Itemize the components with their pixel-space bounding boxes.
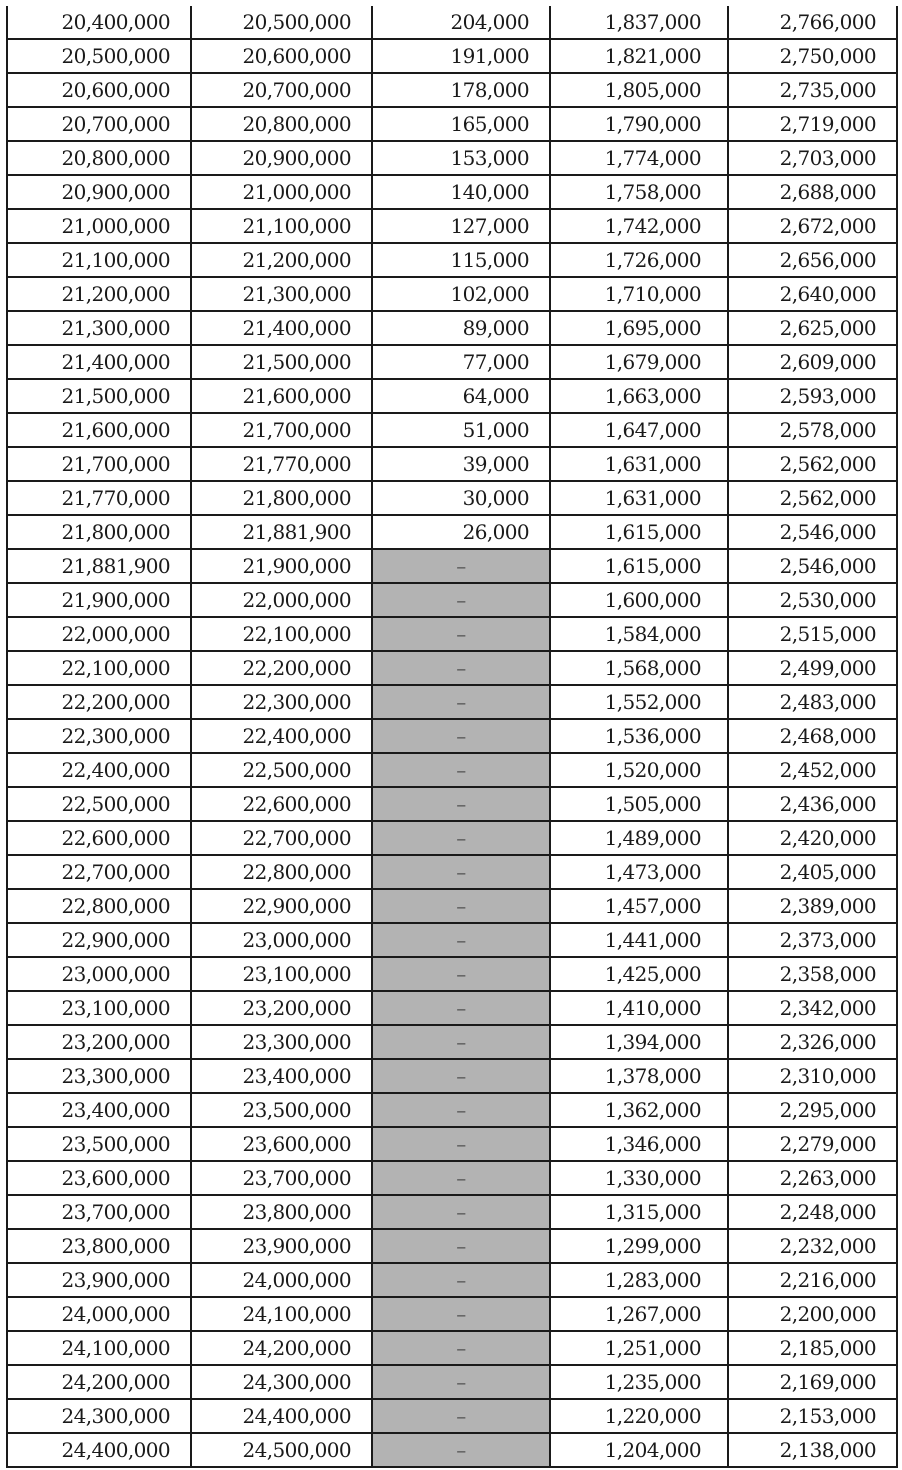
cell-col3-empty: – <box>372 549 550 583</box>
cell-range-to: 23,600,000 <box>191 1127 372 1161</box>
cell-range-to: 23,700,000 <box>191 1161 372 1195</box>
cell-col3-empty: – <box>372 1331 550 1365</box>
cell-range-to: 24,300,000 <box>191 1365 372 1399</box>
cell-range-from: 24,200,000 <box>7 1365 191 1399</box>
cell-range-to: 23,400,000 <box>191 1059 372 1093</box>
table-row <box>7 1399 897 1433</box>
cell-col5: 2,703,000 <box>728 141 897 175</box>
cell-col3-empty: – <box>372 1433 550 1467</box>
table-row <box>7 685 897 719</box>
cell-col5: 2,562,000 <box>728 481 897 515</box>
cell-col5: 2,342,000 <box>728 991 897 1025</box>
cell-col3-empty: – <box>372 1263 550 1297</box>
cell-range-from: 21,600,000 <box>7 413 191 447</box>
cell-range-to: 21,600,000 <box>191 379 372 413</box>
cell-range-from: 22,600,000 <box>7 821 191 855</box>
cell-range-to: 21,400,000 <box>191 311 372 345</box>
cell-col4: 1,774,000 <box>550 141 728 175</box>
cell-col4: 1,378,000 <box>550 1059 728 1093</box>
table-row <box>7 787 897 821</box>
table-row <box>7 1297 897 1331</box>
cell-col4: 1,330,000 <box>550 1161 728 1195</box>
cell-col3: 89,000 <box>372 311 550 345</box>
cell-col5: 2,640,000 <box>728 277 897 311</box>
cell-col5: 2,735,000 <box>728 73 897 107</box>
cell-col3-empty: – <box>372 685 550 719</box>
table-row <box>7 73 897 107</box>
cell-col3-empty: – <box>372 1365 550 1399</box>
cell-col5: 2,468,000 <box>728 719 897 753</box>
cell-range-from: 21,200,000 <box>7 277 191 311</box>
cell-col4: 1,631,000 <box>550 447 728 481</box>
cell-col5: 2,530,000 <box>728 583 897 617</box>
cell-col3: 64,000 <box>372 379 550 413</box>
cell-col4: 1,726,000 <box>550 243 728 277</box>
cell-range-to: 21,300,000 <box>191 277 372 311</box>
cell-range-from: 21,100,000 <box>7 243 191 277</box>
cell-range-from: 21,000,000 <box>7 209 191 243</box>
cell-col4: 1,394,000 <box>550 1025 728 1059</box>
table-row <box>7 107 897 141</box>
table-row <box>7 277 897 311</box>
table-row <box>7 1025 897 1059</box>
cell-col3-empty: – <box>372 889 550 923</box>
cell-col5: 2,452,000 <box>728 753 897 787</box>
cell-range-to: 21,900,000 <box>191 549 372 583</box>
cell-col5: 2,185,000 <box>728 1331 897 1365</box>
table-row <box>7 1161 897 1195</box>
table-row <box>7 583 897 617</box>
cell-col5: 2,515,000 <box>728 617 897 651</box>
cell-col4: 1,267,000 <box>550 1297 728 1331</box>
table-row <box>7 617 897 651</box>
cell-col3: 127,000 <box>372 209 550 243</box>
cell-col3: 204,000 <box>372 6 550 39</box>
cell-col3-empty: – <box>372 1127 550 1161</box>
cell-range-from: 24,400,000 <box>7 1433 191 1467</box>
data-table-container <box>6 6 896 1468</box>
cell-col3: 115,000 <box>372 243 550 277</box>
cell-range-from: 23,400,000 <box>7 1093 191 1127</box>
cell-col5: 2,358,000 <box>728 957 897 991</box>
table-row <box>7 379 897 413</box>
cell-range-from: 20,400,000 <box>7 6 191 39</box>
cell-col4: 1,615,000 <box>550 515 728 549</box>
cell-range-from: 23,500,000 <box>7 1127 191 1161</box>
cell-col4: 1,837,000 <box>550 6 728 39</box>
cell-range-to: 23,300,000 <box>191 1025 372 1059</box>
table-row <box>7 923 897 957</box>
cell-col4: 1,790,000 <box>550 107 728 141</box>
cell-range-from: 24,100,000 <box>7 1331 191 1365</box>
cell-col3-empty: – <box>372 719 550 753</box>
cell-col4: 1,315,000 <box>550 1195 728 1229</box>
cell-range-from: 24,300,000 <box>7 1399 191 1433</box>
cell-col3-empty: – <box>372 1229 550 1263</box>
cell-col5: 2,389,000 <box>728 889 897 923</box>
cell-col5: 2,546,000 <box>728 549 897 583</box>
cell-col4: 1,568,000 <box>550 651 728 685</box>
cell-range-from: 22,200,000 <box>7 685 191 719</box>
cell-col4: 1,220,000 <box>550 1399 728 1433</box>
cell-col4: 1,362,000 <box>550 1093 728 1127</box>
cell-col3: 102,000 <box>372 277 550 311</box>
cell-range-to: 21,770,000 <box>191 447 372 481</box>
table-row <box>7 413 897 447</box>
cell-range-from: 23,900,000 <box>7 1263 191 1297</box>
cell-col3-empty: – <box>372 855 550 889</box>
cell-col5: 2,750,000 <box>728 39 897 73</box>
cell-col4: 1,552,000 <box>550 685 728 719</box>
cell-col4: 1,663,000 <box>550 379 728 413</box>
cell-col4: 1,410,000 <box>550 991 728 1025</box>
cell-col5: 2,578,000 <box>728 413 897 447</box>
cell-range-from: 23,700,000 <box>7 1195 191 1229</box>
cell-range-to: 20,900,000 <box>191 141 372 175</box>
cell-col4: 1,710,000 <box>550 277 728 311</box>
cell-col5: 2,609,000 <box>728 345 897 379</box>
cell-col5: 2,373,000 <box>728 923 897 957</box>
cell-range-from: 20,600,000 <box>7 73 191 107</box>
table-row <box>7 1331 897 1365</box>
cell-col5: 2,656,000 <box>728 243 897 277</box>
cell-range-from: 20,800,000 <box>7 141 191 175</box>
table-row <box>7 1229 897 1263</box>
table-row <box>7 1365 897 1399</box>
cell-range-to: 22,300,000 <box>191 685 372 719</box>
table-row <box>7 991 897 1025</box>
cell-col4: 1,742,000 <box>550 209 728 243</box>
cell-col5: 2,138,000 <box>728 1433 897 1467</box>
cell-col4: 1,204,000 <box>550 1433 728 1467</box>
cell-range-from: 21,900,000 <box>7 583 191 617</box>
cell-col5: 2,766,000 <box>728 6 897 39</box>
table-row <box>7 957 897 991</box>
cell-col5: 2,688,000 <box>728 175 897 209</box>
cell-range-to: 20,800,000 <box>191 107 372 141</box>
cell-range-from: 21,500,000 <box>7 379 191 413</box>
cell-col4: 1,805,000 <box>550 73 728 107</box>
cell-col5: 2,279,000 <box>728 1127 897 1161</box>
cell-range-from: 22,300,000 <box>7 719 191 753</box>
cell-col4: 1,425,000 <box>550 957 728 991</box>
cell-range-from: 23,800,000 <box>7 1229 191 1263</box>
cell-range-from: 21,700,000 <box>7 447 191 481</box>
cell-range-to: 23,800,000 <box>191 1195 372 1229</box>
cell-col3: 191,000 <box>372 39 550 73</box>
cell-col4: 1,251,000 <box>550 1331 728 1365</box>
cell-col4: 1,457,000 <box>550 889 728 923</box>
cell-col3: 51,000 <box>372 413 550 447</box>
table-row <box>7 1093 897 1127</box>
cell-range-to: 22,400,000 <box>191 719 372 753</box>
cell-col4: 1,520,000 <box>550 753 728 787</box>
cell-col4: 1,489,000 <box>550 821 728 855</box>
data-table <box>6 6 898 1468</box>
cell-range-to: 22,800,000 <box>191 855 372 889</box>
cell-range-to: 21,881,900 <box>191 515 372 549</box>
cell-col5: 2,295,000 <box>728 1093 897 1127</box>
table-row <box>7 855 897 889</box>
cell-range-from: 24,000,000 <box>7 1297 191 1331</box>
cell-range-from: 23,100,000 <box>7 991 191 1025</box>
cell-range-from: 22,400,000 <box>7 753 191 787</box>
table-row <box>7 1263 897 1297</box>
cell-range-from: 22,500,000 <box>7 787 191 821</box>
cell-col4: 1,600,000 <box>550 583 728 617</box>
cell-col5: 2,326,000 <box>728 1025 897 1059</box>
table-row <box>7 345 897 379</box>
table-row <box>7 447 897 481</box>
cell-col4: 1,695,000 <box>550 311 728 345</box>
cell-range-to: 21,800,000 <box>191 481 372 515</box>
cell-col3-empty: – <box>372 1025 550 1059</box>
cell-col3-empty: – <box>372 1399 550 1433</box>
cell-col3-empty: – <box>372 1059 550 1093</box>
cell-range-to: 22,100,000 <box>191 617 372 651</box>
cell-col5: 2,499,000 <box>728 651 897 685</box>
cell-range-to: 22,200,000 <box>191 651 372 685</box>
cell-range-to: 21,100,000 <box>191 209 372 243</box>
cell-col4: 1,505,000 <box>550 787 728 821</box>
cell-col3-empty: – <box>372 957 550 991</box>
cell-col5: 2,625,000 <box>728 311 897 345</box>
table-row <box>7 209 897 243</box>
cell-range-to: 23,100,000 <box>191 957 372 991</box>
table-row <box>7 1127 897 1161</box>
cell-col4: 1,283,000 <box>550 1263 728 1297</box>
table-row <box>7 889 897 923</box>
cell-range-from: 21,770,000 <box>7 481 191 515</box>
cell-col5: 2,546,000 <box>728 515 897 549</box>
cell-range-to: 21,700,000 <box>191 413 372 447</box>
cell-range-from: 22,700,000 <box>7 855 191 889</box>
cell-col5: 2,310,000 <box>728 1059 897 1093</box>
cell-col5: 2,719,000 <box>728 107 897 141</box>
cell-range-to: 20,600,000 <box>191 39 372 73</box>
cell-range-to: 24,000,000 <box>191 1263 372 1297</box>
cell-range-to: 24,200,000 <box>191 1331 372 1365</box>
cell-range-from: 20,900,000 <box>7 175 191 209</box>
cell-range-from: 22,900,000 <box>7 923 191 957</box>
cell-col4: 1,679,000 <box>550 345 728 379</box>
cell-range-to: 22,900,000 <box>191 889 372 923</box>
table-row <box>7 1433 897 1467</box>
cell-col4: 1,615,000 <box>550 549 728 583</box>
cell-range-from: 21,400,000 <box>7 345 191 379</box>
cell-range-from: 20,700,000 <box>7 107 191 141</box>
table-row <box>7 1059 897 1093</box>
cell-col4: 1,647,000 <box>550 413 728 447</box>
cell-col5: 2,483,000 <box>728 685 897 719</box>
cell-col3: 140,000 <box>372 175 550 209</box>
table-row <box>7 243 897 277</box>
table-row <box>7 515 897 549</box>
cell-range-to: 24,400,000 <box>191 1399 372 1433</box>
table-row <box>7 175 897 209</box>
cell-range-to: 24,500,000 <box>191 1433 372 1467</box>
table-row <box>7 6 897 39</box>
table-row <box>7 1195 897 1229</box>
cell-col3: 39,000 <box>372 447 550 481</box>
cell-range-to: 22,500,000 <box>191 753 372 787</box>
cell-range-from: 21,881,900 <box>7 549 191 583</box>
cell-col3-empty: – <box>372 991 550 1025</box>
table-row <box>7 39 897 73</box>
cell-range-to: 23,500,000 <box>191 1093 372 1127</box>
cell-range-to: 21,000,000 <box>191 175 372 209</box>
table-row <box>7 821 897 855</box>
cell-col3: 26,000 <box>372 515 550 549</box>
cell-range-to: 22,700,000 <box>191 821 372 855</box>
cell-range-to: 20,500,000 <box>191 6 372 39</box>
cell-col4: 1,536,000 <box>550 719 728 753</box>
cell-range-from: 23,000,000 <box>7 957 191 991</box>
cell-col4: 1,299,000 <box>550 1229 728 1263</box>
cell-col5: 2,248,000 <box>728 1195 897 1229</box>
cell-col4: 1,821,000 <box>550 39 728 73</box>
cell-range-from: 23,300,000 <box>7 1059 191 1093</box>
cell-col3-empty: – <box>372 583 550 617</box>
cell-col3-empty: – <box>372 1297 550 1331</box>
cell-col3: 165,000 <box>372 107 550 141</box>
cell-range-from: 21,800,000 <box>7 515 191 549</box>
cell-range-to: 21,200,000 <box>191 243 372 277</box>
cell-col3-empty: – <box>372 617 550 651</box>
cell-col3-empty: – <box>372 1161 550 1195</box>
table-row <box>7 719 897 753</box>
cell-col3: 30,000 <box>372 481 550 515</box>
cell-col3-empty: – <box>372 651 550 685</box>
cell-col3: 77,000 <box>372 345 550 379</box>
cell-range-from: 22,100,000 <box>7 651 191 685</box>
cell-col4: 1,346,000 <box>550 1127 728 1161</box>
cell-col4: 1,758,000 <box>550 175 728 209</box>
cell-range-from: 23,200,000 <box>7 1025 191 1059</box>
table-row <box>7 753 897 787</box>
cell-col3-empty: – <box>372 1093 550 1127</box>
cell-range-to: 20,700,000 <box>191 73 372 107</box>
cell-range-to: 23,900,000 <box>191 1229 372 1263</box>
cell-col3-empty: – <box>372 753 550 787</box>
cell-range-to: 24,100,000 <box>191 1297 372 1331</box>
cell-col4: 1,441,000 <box>550 923 728 957</box>
cell-col5: 2,263,000 <box>728 1161 897 1195</box>
table-body <box>7 6 897 1467</box>
table-row <box>7 651 897 685</box>
cell-col5: 2,200,000 <box>728 1297 897 1331</box>
cell-col5: 2,169,000 <box>728 1365 897 1399</box>
table-row <box>7 481 897 515</box>
cell-col5: 2,232,000 <box>728 1229 897 1263</box>
cell-range-to: 22,000,000 <box>191 583 372 617</box>
cell-range-from: 22,800,000 <box>7 889 191 923</box>
cell-col3: 178,000 <box>372 73 550 107</box>
cell-col5: 2,153,000 <box>728 1399 897 1433</box>
cell-col4: 1,473,000 <box>550 855 728 889</box>
cell-col3: 153,000 <box>372 141 550 175</box>
cell-col3-empty: – <box>372 1195 550 1229</box>
table-row <box>7 311 897 345</box>
cell-col3-empty: – <box>372 821 550 855</box>
table-row <box>7 141 897 175</box>
cell-col5: 2,593,000 <box>728 379 897 413</box>
cell-col5: 2,216,000 <box>728 1263 897 1297</box>
cell-range-from: 20,500,000 <box>7 39 191 73</box>
cell-col5: 2,672,000 <box>728 209 897 243</box>
cell-col5: 2,436,000 <box>728 787 897 821</box>
cell-range-from: 21,300,000 <box>7 311 191 345</box>
cell-range-to: 23,000,000 <box>191 923 372 957</box>
cell-range-from: 22,000,000 <box>7 617 191 651</box>
cell-range-from: 23,600,000 <box>7 1161 191 1195</box>
cell-col4: 1,235,000 <box>550 1365 728 1399</box>
cell-col3-empty: – <box>372 923 550 957</box>
cell-range-to: 23,200,000 <box>191 991 372 1025</box>
cell-col4: 1,584,000 <box>550 617 728 651</box>
cell-range-to: 21,500,000 <box>191 345 372 379</box>
cell-col5: 2,562,000 <box>728 447 897 481</box>
cell-col5: 2,405,000 <box>728 855 897 889</box>
table-row <box>7 549 897 583</box>
cell-col4: 1,631,000 <box>550 481 728 515</box>
cell-range-to: 22,600,000 <box>191 787 372 821</box>
cell-col3-empty: – <box>372 787 550 821</box>
cell-col5: 2,420,000 <box>728 821 897 855</box>
